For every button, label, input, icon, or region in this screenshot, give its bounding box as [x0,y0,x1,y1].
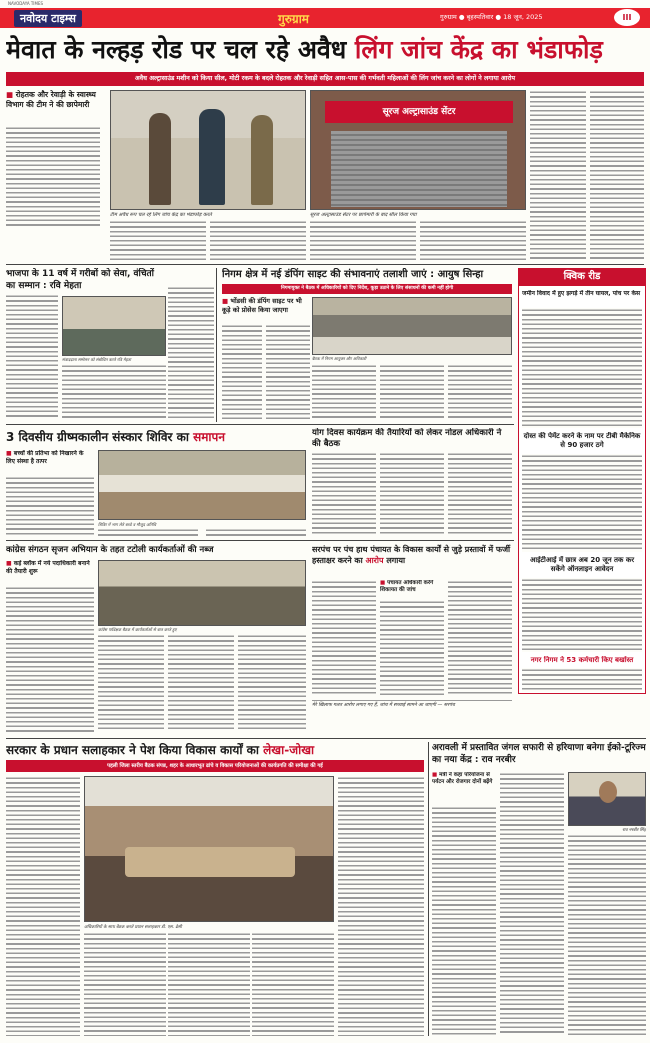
congress-body-col2 [98,634,164,732]
nigam-photo [312,297,512,355]
masthead-top-label: NAVODAYA TIMES [8,1,44,6]
sarpanch-headline [312,544,512,566]
yoga-body-col2 [380,452,444,536]
divider [6,264,644,265]
lead-headline [6,34,646,66]
paper-name: नवोदय टाइम्स [14,10,82,27]
camp-caption: शिविर में भाग लेते बच्चे व मौजूद अतिथि [98,522,157,527]
congress-caption: कांग्रेस पर्यवेक्षक बैठक में कार्यकर्ताओं से बात करते हुए [98,627,177,632]
lead-side-head [6,90,100,110]
advisor-body-col2 [84,932,166,1036]
nigam-body-col4 [380,364,444,420]
lead-body-col7 [590,90,644,260]
lead-photo-officials [110,90,306,210]
quick-read-item-body [522,668,642,692]
advisor-headline-part2: लेखा-जोखा [263,743,315,757]
dateline: गुरुग्राम ● बृहस्पतिवार ● 18 जून, 2025 [440,13,543,21]
center-sign [325,101,513,123]
meeting-table [125,847,295,877]
camp-body-col1 [6,476,94,536]
lead-caption-2: सूरज अल्ट्रासाउंड सेंटर पर छापेमारी के बाद सील किया गया [310,212,417,218]
lead-body-col1 [6,126,100,228]
bjp-body-col2 [62,364,166,420]
sarpanch-headline-main: सरपंच पर पंच हाथ पंचायत के विकास कार्यों से जुड़े प्रस्तावों में फर्जी हस्ताक्षर करने का [312,545,511,565]
nigam-headline: निगम क्षेत्र में नई डंपिंग साइट की संभावनाएं तलाशी जाएं : आयुष सिन्हा [222,269,484,280]
lead-headline-part2: लिंग जांच केंद्र का [354,35,518,64]
lead-body-col2 [110,220,206,260]
person-shape [149,113,171,205]
advisor-body-col1 [6,776,80,1036]
advisor-headline-part1: सरकार के प्रधान सलाहकार ने पेश किया विकास कार्यों का [6,743,259,757]
lead-caption-1: टीम अवैध रूप चल रहे लिंग जांच केंद्र का भंडाफोड़ करते [110,212,212,218]
aravalli-side-head [432,772,496,786]
section-name: गुरुग्राम [278,12,309,26]
bjp-caption: संवाददाता सम्मेलन को संबोधित करते रवि मेहता [62,357,132,362]
sarpanch-body-col1 [312,580,376,696]
camp-photo [98,450,306,520]
divider [6,738,646,739]
aravalli-photo [568,772,646,826]
sarpanch-headline-emph: आरोप [365,556,384,565]
quick-read-title: क्विक रीड [518,268,646,286]
lead-photo-center [310,90,526,210]
lead-body-col3 [210,220,306,260]
aravalli-caption: राव नरबीर सिंह [622,828,646,833]
advisor-body-col3 [168,932,250,1036]
quick-read-item-headline: दोस्त की पेमेंट करने के नाम पर टीबी मैकेनिक से 90 हजार ठगे [523,432,641,449]
sarpanch-body-col3 [448,580,512,696]
divider [216,268,217,422]
advisor-subhead: पहली जिला स्तरीय बैठक संपन्न, शहर के आधारभूत ढांचे व विकास परियोजनाओं की कार्यप्रगति की समीक्षा की गई [6,760,424,772]
yoga-body-col1 [312,452,376,536]
lead-body-col4 [310,220,416,260]
divider [428,742,429,1036]
aravalli-body-col1 [432,806,496,1036]
person-shape [251,115,273,205]
bjp-body-col1 [6,294,58,420]
camp-side-head-text: बच्चों की प्रतिभा को निखारने के लिए संस्था है तत्पर [6,450,84,465]
person-head [599,781,617,803]
congress-side-head [6,560,94,576]
sarpanch-body-col2 [380,600,444,696]
advisor-photo [84,776,334,922]
nigam-side-head-text: भोंडसी की डंपिंग साइट पर भी कूड़े को प्रोसेस किया जाएगा [222,297,302,314]
masthead [0,0,650,30]
person-shape [199,109,225,205]
advisor-caption: अधिकारियों के साथ बैठक करते प्रधान सलाहकार डी. एस. ढेसी [84,925,182,930]
congress-body-col3 [168,634,234,732]
page-number: III [614,9,640,26]
quick-read-item-body [522,308,642,428]
camp-side-head [6,450,94,466]
congress-side-head-text: कई ब्लॉक में नये पदाधिकारी बनाने की तैयारी शुरू [6,560,90,575]
congress-photo [98,560,306,626]
camp-body-col2 [98,528,198,536]
quick-read-item-headline: आईटीआई में छात्र अब 20 जून तक कर सकेंगे ऑनलाइन आवेदन [529,556,635,573]
camp-headline-part2: समापन [193,430,225,444]
bjp-headline: भाजपा के 11 वर्ष में गरीबों को सेवा, वंचितों का सम्मान : रवि मेहता [6,269,155,291]
quick-read-item-body [522,454,642,552]
quick-read-item-headline: जमीन विवाद में हुए झगड़े में तीन घायल, पांच पर केस [522,290,641,297]
sarpanch-side-head [380,580,444,594]
quick-read-item-body [522,578,642,652]
congress-body-col1 [6,586,94,732]
advisor-body-col4 [252,932,334,1036]
congress-headline: कांग्रेस संगठन सृजन अभियान के तहत टटोली कार्यकर्ताओं की नब्ज [6,545,214,555]
camp-headline [6,428,306,446]
nigam-body-col5 [448,364,512,420]
masthead-bar [0,8,650,28]
lead-headline-part1: मेवात के नल्हड़ रोड पर चल रहे अवैध [6,35,347,64]
aravalli-body-col3 [568,834,646,1036]
lead-body-col5 [420,220,526,260]
divider [6,540,514,541]
sarpanch-headline-end: लगाया [386,556,406,565]
nigam-body-col1 [222,324,262,420]
advisor-body-col5 [338,776,424,1036]
aravalli-body-col2 [500,772,564,1036]
lead-subhead: अवैध अल्ट्रासाउंड मशीन को किया सील, मोटी रकम के बदले रोहतक और रेवाड़ी सहित आस-पास की गर्भवती महिलाओं की लिंग जांच करने का लोगों ने लगाया आरोप [6,72,644,86]
nigam-body-col3 [312,364,376,420]
lead-headline-part3: भंडाफोड़ [526,35,603,64]
yoga-body-col3 [448,452,512,536]
nigam-side-head [222,297,310,314]
aravalli-side-head-text: मंत्री ने कहा परियोजना से पर्यटन और रोजगार दोनों बढ़ेंगे [432,772,493,785]
nigam-subhead: निगमायुक्त ने बैठक में अधिकारियों को दिए निर्देश, कूड़ा उठाने के लिए संसाधनों की कमी नहीं होगी [222,284,512,294]
quick-read-item-headline: नगर निगम ने 53 कर्मचारी किए बर्खास्त [530,656,634,664]
yoga-headline: योग दिवस कार्यक्रम की तैयारियों को लेकर नोडल अधिकारी ने की बैठक [312,428,502,449]
center-sign-text: सूरज अल्ट्रासाउंड सेंटर [382,107,456,117]
bjp-body-col3 [168,286,214,420]
nigam-body-col2 [266,324,310,420]
shutter [331,131,507,207]
aravalli-headline: अरावली में प्रस्तावित जंगल सफारी से हरियाणा बनेगा ईको-टूरिज्म का नया केंद्र : राव नरबीर [432,743,646,765]
camp-body-col3 [206,528,306,536]
lead-side-head-text: रोहतक और रेवाड़ी के स्वास्थ्य विभाग की टीम ने की छापेमारी [6,90,96,109]
sarpanch-side-head-text: पंचायत अधिकारी करेंगे शिकायत की जांच [380,580,434,593]
advisor-headline [6,742,424,758]
bjp-photo [62,296,166,356]
nigam-caption: बैठक में निगम आयुक्त और अधिकारी [312,356,367,361]
sarpanch-note: मेरे खिलाफ गलत आरोप लगाए गए हैं, जांच में सच्चाई सामने आ जाएगी — सरपंच [312,700,512,709]
lead-body-col6 [530,90,586,260]
divider [6,424,514,425]
camp-headline-part1: 3 दिवसीय ग्रीष्मकालीन संस्कार शिविर का [6,430,189,444]
congress-body-col4 [238,634,306,732]
